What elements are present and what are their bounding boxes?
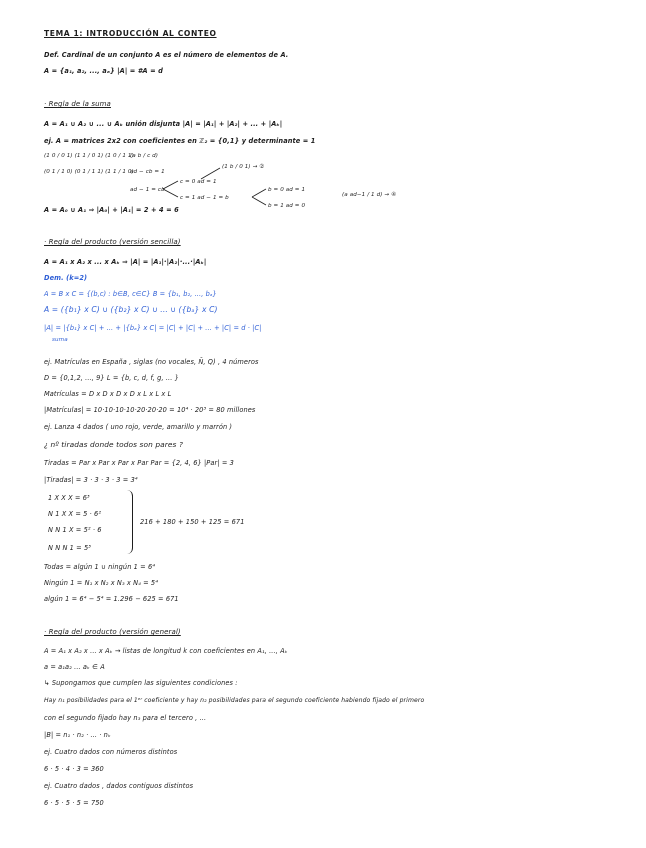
- det-equation-2: ad − 1 = cb: [130, 187, 165, 193]
- proof-heading: Dem. (k=2): [44, 274, 88, 282]
- case-row-2: N 1 X X = 5 · 6²: [48, 510, 102, 518]
- prod1-line-1: A = A₁ x A₂ x ... x Aₖ ⇒ |A| = |A₁|·|A₂|·...·|Aₖ|: [44, 258, 207, 266]
- prod2-line-3: ↳ Supongamos que cumplen las siguientes condiciones :: [44, 679, 238, 687]
- result-750: 6 · 5 · 5 · 5 = 750: [44, 799, 104, 807]
- section-heading-prod-sencilla: · Regla del producto (versión sencilla): [44, 238, 181, 246]
- case-b0: b = 0 ad = 1: [268, 187, 306, 193]
- matriculas-count: |Matrículas| = 10·10·10·10·20·20·20 = 10⁴ · 20³ = 80 millones: [44, 406, 256, 414]
- def-line-1: Def. Cardinal de un conjunto A es el número de elementos de A.: [44, 51, 289, 59]
- det-equation-1: ad − cb = 1: [130, 169, 165, 175]
- suma-line-2: ej. A = matrices 2x2 con coeficientes en ℤ₂ = {0,1} y determinante = 1: [44, 137, 316, 145]
- todas-line: Todas = algún 1 ∪ ningún 1 = 6⁴: [44, 563, 156, 571]
- proof-line-1: A = B x C = {(b,c) : b∈B, c∈C} B = {b₁, b₂, ..., bₐ}: [44, 290, 217, 298]
- case-row-3: N N 1 X = 5² · 6: [48, 526, 102, 534]
- prod2-line-6: |B| = n₁ · n₂ · ... · nₖ: [44, 731, 111, 739]
- brace: [126, 490, 133, 554]
- matrices-row-1: (1 0 / 0 1) (1 1 / 0 1) (1 0 / 1 1): [44, 153, 134, 159]
- case-row-1: 1 X X X = 6³: [48, 494, 90, 502]
- example-cuatro-distintos: ej. Cuatro dados con números distintos: [44, 748, 178, 756]
- prod2-line-5: con el segundo fijado hay n₃ para el tercero , ...: [44, 714, 207, 722]
- tiradas-product: Tiradas = Par x Par x Par x Par Par = {2, 4, 6} |Par| = 3: [44, 459, 234, 467]
- sets-d-l: D = {0,1,2, ..., 9} L = {b, c, d, f, g, ... }: [44, 374, 179, 382]
- proof-line-2: A = ({b₁} x C) ∪ ({b₂} x C) ∪ ... ∪ ({bₐ} x C): [44, 305, 218, 314]
- matrix-abcd: (a b / c d): [130, 153, 159, 159]
- case-b1: b = 1 ad = 0: [268, 203, 306, 209]
- example-contiguos: ej. Cuatro dados , dados contiguos distintos: [44, 782, 194, 790]
- prod2-line-1: A = A₁ x A₂ x ... x Aₖ → listas de longitud k con coeficientes en A₁, ..., Aₖ: [44, 647, 288, 655]
- proof-suma-note: suma: [52, 337, 68, 343]
- case-row-4: N N N 1 = 5³: [48, 544, 92, 552]
- page-title: TEMA 1: INTRODUCCIÓN AL CONTEO: [44, 29, 217, 38]
- result-360: 6 · 5 · 4 · 3 = 360: [44, 765, 104, 773]
- prod2-line-4: Hay n₁ posibilidades para el 1ᵉʳ coeficiente y hay n₂ posibilidades para el segundo coeficiente habiendo fijado el primero: [44, 697, 425, 704]
- case-c0: c = 0 ad = 1: [180, 179, 217, 185]
- matrix-case-c0: (1 b / 0 1) → ②: [222, 164, 265, 170]
- suma-line-1: A = A₁ ∪ A₂ ∪ ... ∪ Aₖ unión disjunta |A| = |A₁| + |A₂| + ... + |Aₖ|: [44, 120, 283, 128]
- example-dados: ej. Lanza 4 dados ( uno rojo, verde, amarillo y marrón ): [44, 423, 233, 431]
- section-heading-prod-general: · Regla del producto (versión general): [44, 628, 181, 636]
- cases-sum: 216 + 180 + 150 + 125 = 671: [140, 518, 245, 526]
- case-c1: c = 1 ad − 1 = b: [180, 195, 229, 201]
- matriculas-product: Matrículas = D x D x D x D x L x L x L: [44, 390, 172, 398]
- prod2-line-2: a = a₁a₂ ... aₖ ∈ A: [44, 663, 105, 671]
- matrices-row-2: (0 1 / 1 0) (0 1 / 1 1) (1 1 / 1 0): [44, 169, 134, 175]
- def-line-2: A = {a₁, a₂, ..., aₐ} |A| = #A = d: [44, 67, 163, 75]
- alguno-line: algún 1 = 6⁴ − 5⁴ = 1.296 − 625 = 671: [44, 595, 179, 603]
- matrix-case-c1: (a ad−1 / 1 d) → ④: [342, 192, 397, 198]
- section-heading-suma: · Regla de la suma: [44, 100, 111, 108]
- suma-result: A = A₀ ∪ A₁ ⇒ |A₀| + |A₁| = 2 + 4 = 6: [44, 206, 179, 214]
- ninguno-line: Ningún 1 = N₁ x N₂ x N₃ x N₄ = 5⁴: [44, 579, 158, 587]
- example-matriculas: ej. Matrículas en España , siglas (no vocales, Ñ, Q) , 4 números: [44, 358, 259, 366]
- proof-line-3: |A| = |{b₁} x C| + ... + |{bₐ} x C| = |C| + |C| + ... + |C| = d · |C|: [44, 324, 262, 332]
- question-pares: ¿ nº tiradas donde todos son pares ?: [44, 440, 183, 449]
- tiradas-count: |Tiradas| = 3 · 3 · 3 · 3 = 3⁴: [44, 476, 138, 484]
